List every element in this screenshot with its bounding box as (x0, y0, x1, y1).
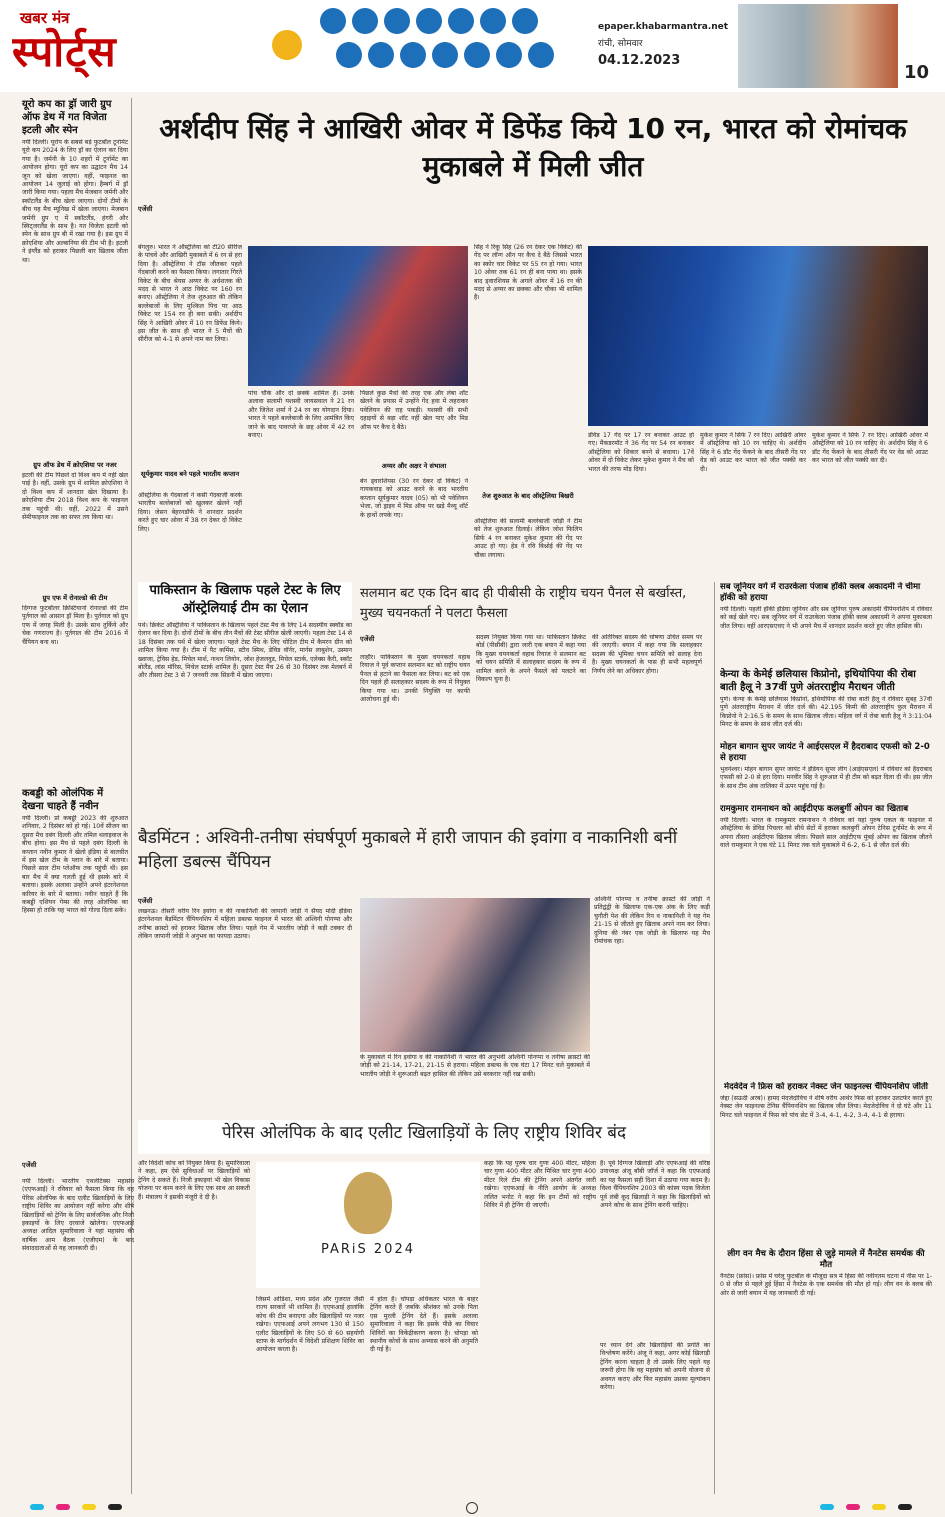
paris-emblem-icon (344, 1172, 392, 1234)
brand-main-text: स्पोर्ट्स (12, 27, 117, 76)
medvedev-body: जेद्दा (सऊदी अरब)। हामद मेदजेदोविच ने शीर्ष वरीय आर्थर फिस को हराकर उलटफेर करते हुए नेक्स्ट जेन फाइनल्स टेनिस चैंपियनशिप का खिताब जीत लिया। मेदजेदोविच ने दो घंटे और 11 मिनट चले फाइनल में फिस को पांच सेट में 3-4, 4-1, 4-2, 3-4, 4-1 से हराया। (720, 1095, 932, 1119)
paris-headline: पेरिस ओलंपिक के बाद एलीट खिलाड़ियों के लिए राष्ट्रीय शिविर बंद (138, 1120, 710, 1154)
paris-body-6: है। पूर्व दिग्गज खिलाड़ी और एएफआई की वरिष्ठ उपाध्यक्ष अंजू बॉबी जॉर्ज ने कहा कि एएफआई का यह फैसला सही दिशा में उठाया गया कदम है। विश्व चैंपियनशिप 2003 की कांस्य पदक विजेता पूर्व लंबी कूद खिलाड़ी ने कहा कि खिलाड़ियों को अपने कोच के साथ ट्रेनिंग करनी चाहिए। (600, 1160, 710, 1210)
medvedev-headline: मेदवेदेव ने फ्रिस को हराकर नेक्स्ट जेन फाइनल्स चैंपियनशिप जीती (723, 1082, 929, 1092)
date-text: 04.12.2023 (598, 53, 681, 68)
website-text: epaper.khabarmantra.net (598, 22, 728, 32)
salman-agency: एजेंसी (360, 635, 375, 643)
paris-body-3: जिसमें ओडिशा, मध्य प्रदेश और गुजरात जैसी राज्य सरकारें भी शामिल हैं। एएफआई हालांकि कोच की टीम बनाएगा और खिलाड़ियों पर नजर रखेगा। एएफआई अपने लगभग 130 से 150 एलीट खिलाड़ियों के लिए 50 से 60 सहयोगी स्टाफ के मार्गदर्शन में विदेशी प्रशिक्षण शिविर का आयोजन करता है। (256, 1296, 364, 1354)
paris-logo-text: PARiS 2024 (320, 1242, 415, 1257)
badminton-body-1: लखनऊ। तीसरी वरीय रिन इवांगा व की नाकानिशी की जापानी जोड़ी ने सैयद मोदी इंडिया इंटरनेशनल बैडमिंटन चैंपियनशिप में महिला डबल्स फाइनल में भारत की अश्विनी पोनप्पा और तनीषा क्रास्टो को हराकर खिताब जीत लिया। पहले गेम में भारतीय जोड़ी ने कड़ी टक्कर दी लेकिन जापानी जोड़ी ने अनुभव का फायदा उठाया। (138, 908, 352, 941)
salman-body-1: लाहौर। पाकिस्तान के मुख्य चयनकर्ता वहाब रियाज ने पूर्व कप्तान सलमान बट को राष्ट्रीय चयन पैनल से हटाने का फैसला कर लिया। बट को एक दिन पहले ही सलाहकार सदस्य के रूप में नियुक्त किया गया था। उनकी नियुक्ति पर काफी आलोचना हुई थी। (360, 654, 470, 704)
euro-body-3: दिग्गज फुटबॉलर क्रिस्टियानो रोनाल्डो की टीम पुर्तगाल को आसान ड्रॉ मिला है। पुर्तगाल को ग्रुप एफ में जगह मिली है। उसके साथ तुर्किये और चेक गणराज्य है। पुर्तगाल की टीम 2016 में चैंपियन बना था। (22, 605, 128, 646)
lead-agency: एजेंसी (138, 205, 153, 213)
football-icon (320, 8, 346, 34)
brand-logo (12, 8, 260, 86)
magenta-mark (56, 1504, 70, 1510)
basketball-icon (464, 42, 490, 68)
badminton-body-2: के मुकाबले में रिन इवांगा व की नाकानिशी ने भारत की अनुभवी अश्विनी पोनप्पा व तनीषा क्रास्टो की जोड़ी को 21-14, 17-21, 21-15 से हराया। महिला डबल्स के एक घंटा 17 मिनट चले मुकाबले में भारतीय जोड़ी ने शुरूआती बढ़त हासिल की लेकिन उसे बरकरार नहीं रख सकी। (360, 1054, 590, 1078)
yellow-mark (82, 1504, 96, 1510)
cricket-icon (384, 8, 410, 34)
nantes-body: नैनटेस (फ्रांस)। फ्रांस में घरेलू फुटबॉल के मौजूदा सत्र में हिंसा की नवीनतम घटना में नीस पर 1-0 से जीत से पहले हुई हिंसा में नैनटेस के एक समर्थक की मौत हो गई। लीग वन के क्लब की ओर से जारी बयान में यह जानकारी दी गई। (720, 1273, 932, 1297)
euro-subhead-2: ग्रुप एफ में रोनाल्डो की टीम (42, 594, 108, 602)
athletes-collage (738, 4, 898, 88)
lead-body-7: ऑस्ट्रेलिया की सलामी बल्लेबाजी जोड़ी ने टीम को तेज शुरुआत दिलाई। लेकिन जोश फिलिप सिर्फ 4 रन बनाकर मुकेश कुमार की गेंद पर आउट हो गए। हेड ने रवि बिश्नोई की गेंद पर चौका लगाया। (474, 518, 582, 559)
salman-body-3: की अतिरिक्त सदस्य की घोषणा उचित समय पर की जाएगी। बयान में कहा गया कि सलाहकार सदस्य की भूमिका चयन समिति को सलाह देना है। मुख्य चयनकर्ता के पास ही सभी महत्वपूर्ण निर्णय लेने का अधिकार होगा। (592, 634, 702, 675)
yellow-mark-right (872, 1504, 886, 1510)
surya-trophy-photo (248, 246, 468, 386)
cyan-mark-right (820, 1504, 834, 1510)
isl-headline: मोहन बागान सुपर जायंट ने आईएसएल में हैदराबाद एफसी को 2-0 से हराया (720, 742, 930, 763)
isl-body: भुवनेश्वर। मोहन बागान सुपर जायंट ने इंडियन सुपर लीग (आईएसएल) में रविवार को हैदराबाद एफसी को 2-0 से हरा दिया। मनवीर सिंह ने शुरुआत में ही टीम को बढ़त दिला दी थी। इस जीत के साथ टीम अंक तालिका में ऊपर पहुंच गई है। (720, 766, 932, 790)
lead-body-3: पांच चौके और दो छक्के शामिल हैं। उनके अलावा सलामी यशस्वी जायसवाल ने 21 रन और जितेश शर्मा ने 24 रन का योगदान दिया। भारत ने पहले बल्लेबाजी के लिए आमंत्रित किए जाने के बाद पावरप्ले के छह ओवर में 42 रन बनाए। (248, 390, 354, 440)
paris-body-2: और विदेशी कोच को नियुक्त किया है। सुमारिवाला ने कहा, हम ऐसे सुविधाओं पर खिलाड़ियों को ट्रेनिंग दे सकते हैं। निजी इकाइयां भी खेल विकास योजना पर काम करने के लिए एक साथ आ सकती हैं। मंत्रालय ने इसकी मंजूरी दे दी है। (138, 1160, 250, 1201)
euro-body-2: इटली की टीम पिछले दो विश्व कप में नहीं खेल पाई है। वहीं, उसके ग्रुप में शामिल क्रोएशिया ने दो विश्व कप में शानदार खेल दिखाया है। क्रोएशिया टीम 2018 विश्व कप के फाइनल तक पहुंची थी। वहीं, 2022 में उसने सेमीफाइनल तक का सफर तय किया था। (22, 472, 128, 522)
brand-emblem-icon (272, 30, 302, 60)
lead-headline: अर्शदीप सिंह ने आखिरी ओवर में डिफेंड किये 10 रन, भारत को रोमांचक मुकाबले में मिली जीत (159, 112, 907, 183)
lead-body-5: बेन ड्वारशियस (30 रन देकर दो विकेट) ने गायकवाड़ को आउट करने के बाद भारतीय कप्तान सूर्यकुमार यादव (05) को भी पवेलियन भेजा, जो ड्राइव में मिड ऑफ पर खड़े मैथ्यू शॉर्ट के हाथों लपके गए। (360, 478, 468, 519)
lead-body-1: बेंगलुरु। भारत ने ऑस्ट्रेलिया को टी20 सीरीज के पांचवें और आखिरी मुकाबले में 6 रन से हरा दिया है। ऑस्ट्रेलिया ने टॉस जीतकर पहले गेंदबाजी करने का फैसला किया। लगातार गिरते विकेट के बीच श्रेयस अय्यर के अर्धशतक की मदद से भारत ने आठ विकेट पर 160 रन बनाए। ऑस्ट्रेलिया ने तेज शुरुआत की लेकिन बल्लेबाजों के लिए मुश्किल पिच पर आठ विकेट पर 154 रन ही बना सकी। अर्शदीप सिंह ने आखिरी ओवर में 10 रन डिफेंड किये। इस जीत के साथ ही भारत ने 5 मैचों की सीरीज को 4-1 से अपने नाम कर लिया। (138, 244, 242, 344)
black-mark (108, 1504, 122, 1510)
magenta-mark-right (846, 1504, 860, 1510)
right-col-divider (714, 582, 715, 1494)
badminton-icon (352, 8, 378, 34)
paris-body-4: में होता है। चोपड़ा अधिकतर भारत के बाहर ट्रेनिंग करते हैं जबकि श्रीशंकर को उनके पिता एस मुरली ट्रेनिंग देते हैं। इसके अलावा सुमारिवाला ने कहा कि इसके पीछे का विचार शिविरों का विकेंद्रीकरण करना है। चोपड़ा को स्थानीय कोचों के साथ अभ्यास करने की अनुमति दी गई है। (370, 1296, 478, 1354)
euro-headline: यूरो कप का ड्रॉ जारी ग्रुप ऑफ डेथ में गत विजेता इटली और स्पेन (22, 99, 112, 136)
page-number: 10 (904, 62, 930, 83)
salman-headline: सलमान बट एक दिन बाद ही पीबीसी के राष्ट्रीय चयन पैनल से बर्खास्त, मुख्य चयनकर्ता ने पलटा फैसला (360, 586, 687, 621)
lead-body-4: पिछले कुछ मैचों की तरह एक और लंबा शॉट खेलने के प्रयास में उन्होंने गेंद हवा में लहराकर पवेलियन की राह पकड़ी। यशस्वी की सभी दहाइयों से बड़ा शॉट नहीं खेल पाए और मिड ऑफ पर कैच दे बैठे। (360, 390, 468, 431)
volleyball-icon (496, 42, 522, 68)
lead-body-10: मुकेश कुमार ने सिर्फ 7 रन दिए। आखिरी ओवर में ऑस्ट्रेलिया को 10 रन चाहिए थे। अर्शदीप सिंह ने 6 डॉट गेंद फेंकने के बाद तीसरी गेंद पर वेड को आउट कर भारत को जीत पक्की कर दी। (812, 432, 928, 465)
salman-body-2: सदस्य नियुक्त किया गया था। पाकिस्तान क्रिकेट बोर्ड (पीसीबी) द्वारा जारी एक बयान में कहा गया कि मुख्य चयनकर्ता वहाब रियाज ने सलमान बट को चयन समिति में सलाहकार सदस्य के रूप में शामिल करने के अपने फैसले को पलटने का विकल्प चुना है। (476, 634, 586, 684)
paris-body-1: नयी दिल्ली। भारतीय एथलेटिक्स महासंघ (एएफआई) ने रविवार को फैसला किया कि वह पेरिस ओलंपिक के बाद एलीट खिलाड़ियों के लिए राष्ट्रीय शिविर का आयोजन नहीं करेगा और शीर्ष खिलाड़ियों को ट्रेनिंग के लिए सार्वजनिक और निजी इकाइयों के लिए दरवाजे खोलेगा। एएफआई अध्यक्ष आदिल सुमारिवाला ने यहां महासंघ की वार्षिक आम बैठक (एजीएम) के बाद संवाददाताओं से यह जानकारी दी। (22, 1178, 134, 1253)
tennis-icon (416, 8, 442, 34)
ramkumar-body: नयी दिल्ली। भारत के रामकुमार रामनाथन ने रविवार को यहां पुरुष एकल के फाइनल में ऑस्ट्रेलिया के डेविड पिचलर को सीधे सेटों में हराकर कलबुर्गी ओपन टेनिस टूर्नामेंट के रूप में अपना तीसरा आईटीएफ खिताब जीता। पिछले साल आईटीएफ मुंबई ओपन का खिताब जीतने वाले रामकुमार ने एक घंटे 11 मिनट तक चले मुकाबले में 6-2, 6-1 से जीत दर्ज की। (720, 817, 932, 850)
city-day-text: रांची, सोमवार (598, 39, 643, 49)
lead-subhead-3: तेज शुरुआत के बाद ऑस्ट्रेलिया बिखरी (482, 492, 574, 500)
pak-headline: पाकिस्तान के खिलाफ पहले टेस्ट के लिए ऑस्ट्रेलियाई टीम का ऐलान (138, 582, 352, 620)
edition-info (598, 22, 728, 82)
swimming-icon (512, 8, 538, 34)
sport-icons-strip (320, 8, 570, 86)
euro-body: नयी दिल्ली। यूरोप के सबसे बड़े फुटबॉल टूर्नामेंट यूरो कप 2024 के लिए ड्रॉ का ऐलान कर दिया गया है। जर्मनी के 10 शहरों में टूर्नामेंट का आयोजन होगा। यूरो कप का उद्घाटन मैच 14 जून को खेला जाएगा। वहीं, फाइनल का आयोजन 14 जुलाई को होगा। हैम्बर्ग में ड्रॉ जारी किया गया। पहला मैच मेजबान जर्मनी और स्कॉटलैंड के बीच खेला जाएगा। दोनों टीमों के बीच यह मैच म्यूनिख में खेला जाएगा। मेजबान जर्मनी ग्रुप ए में स्कॉटलैंड, हंगरी और स्विट्जरलैंड के साथ है। गत विजेता इटली को स्पेन के साथ ग्रुप बी में रखा गया है। इस ग्रुप में क्रोएशिया और अल्बानिया की टीम भी है। इटली ने इंग्लैंड को हराकर पिछली बार खिताब जीता था। (22, 139, 128, 264)
brand-top-text: खबर मंत्र (20, 9, 70, 27)
footer-registration-strip (0, 1500, 945, 1517)
black-mark-right (898, 1504, 912, 1510)
wrestling-icon (432, 42, 458, 68)
nantes-headline: लीग वन मैच के दौरान हिंसा से जुड़े मामले में नैनटेस समर्थक की मौत (727, 1249, 925, 1270)
center-crosshair-icon (466, 1502, 478, 1514)
euro-subhead: ग्रुप ऑफ डेथ में क्रोएशिया पर नजर (33, 461, 117, 469)
hockey-icon (368, 42, 394, 68)
badminton-body-3: अश्विनी पोनप्पा व तनीषा क्रास्टो की जोड़ी ने प्रतिद्वंद्वी के खिलाफ एक-एक अंक के लिए कड़ी चुनौती पेश की लेकिन रिन व नाकानिशी ने यह गेम 21-15 से जीतते हुए खिताब अपने नाम कर लिया। दुनिया की नंबर एक जोड़ी के खिलाफ यह मैच रोमांचक रहा। (594, 896, 710, 946)
lead-subhead-2: अय्यर और अक्षर ने संभाला (381, 462, 447, 470)
marathon-body: पुणे। केन्या के केमेई छलियास किप्रोनो, इथियोपिया की रोबा बाती हैलू ने रविवार सुबह 37वीं पुणे अंतरराष्ट्रीय मैराथन में जीत दर्ज की। 42.195 किमी की अंतरराष्ट्रीय फुल मैराथन में किप्रोनो ने 2:16.5 के समय के साथ खिताब जीता। महिला वर्ग में रोबा बाती हैलू ने 3:11:04 मिनट के समय के साथ जीत दर्ज की। (720, 696, 932, 729)
badminton-agency: एजेंसी (138, 897, 153, 905)
paris-body-7: पर ध्यान देंगे और खिलाड़ियों की प्रगति का विश्लेषण करेंगे। अंजू ने कहा, अगर कोई खिलाड़ी ट्रेनिंग करना चाहता है तो उसके लिए पहले यह जरूरी होगा कि वह महासंघ को अपनी योजना से अवगत कराए और फिर महासंघ उसका मूल्यांकन करेगा। (600, 1342, 710, 1392)
cycling-icon (400, 42, 426, 68)
lead-body-9: मुकेश कुमार ने सिर्फ 7 रन दिए। आखिरी ओवर में ऑस्ट्रेलिया को 10 रन चाहिए थे। अर्शदीप सिंह ने 6 डॉट गेंद फेंकने के बाद तीसरी गेंद पर वेड को आउट कर भारत को जीत पक्की कर दी। (700, 432, 806, 473)
boxing-icon (448, 8, 474, 34)
lead-body-8: डेविड 17 गेंद पर 17 रन बनाकर आउट हो गए। मैकडरमॉट ने 36 गेंद पर 54 रन बनाकर ऑस्ट्रेलिया को शिकार बनने से बचाया। 17वें ओवर में दो विकेट लेकर मुकेश कुमार ने मैच को भारत की तरफ मोड़ दिया। (588, 432, 694, 473)
kabaddi-body: नयी दिल्ली। प्रो कबड्डी 2023 की शुरुआत शनिवार, 2 दिसंबर को हो गई। 10वें सीजन का दूसरा मैच दबंग दिल्ली और तमिल थलाइवाज के बीच होगा। इस मैच से पहले दबंग दिल्ली के कप्तान नवीन कुमार ने खेलो इंडिया से बातचीत में इस खेल टीम के प्लान के बारे में बताया। पिछले साल टीम प्लेऑफ तक पहुंची थी। इस बार मैच में क्या गलती हुई थी इसके बारे में बताया। इसके अलावा उन्होंने अपने इंटरनेशनल करियर के बारे में बताया। नवीन चाहते हैं कि कबड्डी एशियन गेम्स की तरह ओलंपिक का हिस्सा हो ताकि यह भारत को गोल्ड दिला सके। (22, 815, 128, 915)
badminton-headline: बैडमिंटन : अश्विनी-तनीषा संघर्षपूर्ण मुकाबले में हारी जापान की इवांगा व नाकानिशी बनीं महिला डबल्स चैंपियन (138, 828, 678, 872)
masthead (0, 0, 945, 92)
cyan-mark (30, 1504, 44, 1510)
ramkumar-headline: रामकुमार रामनाथन को आईटीएफ कलबुर्गी ओपन का खिताब (720, 804, 909, 814)
pak-body: पर्थ। क्रिकेट ऑस्ट्रेलिया ने पाकिस्तान के खिलाफ पहले टेस्ट मैच के लिए 14 सदस्यीय स्क्वॉड का ऐलान कर दिया है। दोनों टीमों के बीच तीन मैचों की टेस्ट सीरीज खेली जाएगी। पहला टेस्ट 14 से 18 दिसंबर तक पर्थ में खेला जाएगा। पहले टेस्ट मैच के लिए चोटिल टीम में कैमरन ग्रीन को शामिल किया गया है। टीम में पैट कमिंस, स्टीव स्मिथ, डेविड वॉर्नर, मार्नस लाबुशेन, उस्मान ख्वाजा, ट्रेविस हेड, मिचेल मार्श, नाथन लियोन, जोश हेजलवुड, मिचेल स्टार्क, एलेक्स कैरी, स्कॉट बोलैंड, लांस मॉरिस, मिचेल स्टार्क शामिल हैं। दूसरा टेस्ट मैच 26 से 30 दिसंबर तक मेलबर्न में और तीसरा टेस्ट 3 से 7 जनवरी तक सिडनी में खेला जाएगा। (138, 622, 352, 680)
shooting-icon (528, 42, 554, 68)
team-india-celebration-photo (588, 246, 928, 426)
lead-body-6: सिंह ने रिंकू सिंह (26 रन देकर एक विकेट) की गेंद पर लॉन्ग ऑन पर कैच दे बैठे जिससे भारत का स्कोर चार विकेट पर 55 रन हो गया। भारत 10 ओवर तक 61 रन ही बना पाया था। इसके बाद ड्वारशियस के अगले ओवर में 16 रन की मदद से अय्यर का छक्का और चौका भी शामिल है। (474, 244, 582, 302)
right-column-lower (720, 1082, 932, 1494)
lead-subhead-1: सूर्यकुमार यादव बने पहले भारतीय कप्तान (140, 470, 240, 478)
kabaddi-headline: कबड्डी को ओलंपिक में देखना चाहते हैं नवीन (22, 788, 104, 812)
paris-2024-logo (256, 1162, 480, 1288)
lead-body-2: ऑस्ट्रेलिया के गेंदबाजों ने कसी गेंदबाजी करके भारतीय बल्लेबाजों को खुलकर खेलने नहीं दिया। जेसन बेहरनडॉर्फ ने शानदार प्रदर्शन करते हुए चार ओवर में 38 रन देकर दो विकेट लिए। (138, 492, 242, 533)
running-icon (480, 8, 506, 34)
hockey-headline: सब जूनियर वर्ग में राउरकेला पंजाब हॉकी क्लब अकादमी ने चीमा हॉकी को हराया (720, 582, 921, 603)
paris-agency: एजेंसी (22, 1161, 37, 1169)
archery-icon (336, 42, 362, 68)
marathon-headline: केन्या के केमेई छलियास किप्रोनो, इथियोपिया की रोबा बाती हैलू ने 37वीं पुणे अंतरराष्ट्रीय मैराथन जीती (720, 669, 916, 693)
right-column (720, 582, 932, 1080)
hockey-body: नयी दिल्ली। पहली हॉकी इंडिया जूनियर और सब जूनियर पुरुष अकादमी चैंपियनशिप में रविवार को कई खेले गए। सब जूनियर वर्ग में राउरकेला पंजाब हॉकी क्लब अकादमी ने अपना मुकाबला जीत लिया। वहीं आरएसएचए ने भी अपने मैच में शानदार प्रदर्शन करते हुए जीत हासिल की। (720, 606, 932, 630)
badminton-winners-photo (360, 898, 590, 1052)
paris-body-5: कहा कि यह पुरुष चार गुणा 400 मीटर, महिला चार गुणा 400 मीटर और मिश्रित चार गुणा 400 मीटर रिले टीम की ट्रेनिंग अपने अंतर्गत जारी रखेगा। एएफआई के नीति आयोग के अध्यक्ष ललित भनोट ने कहा कि इन टीमों को राष्ट्रीय शिविर में ही ट्रेनिंग दी जाएगी। (484, 1160, 596, 1210)
